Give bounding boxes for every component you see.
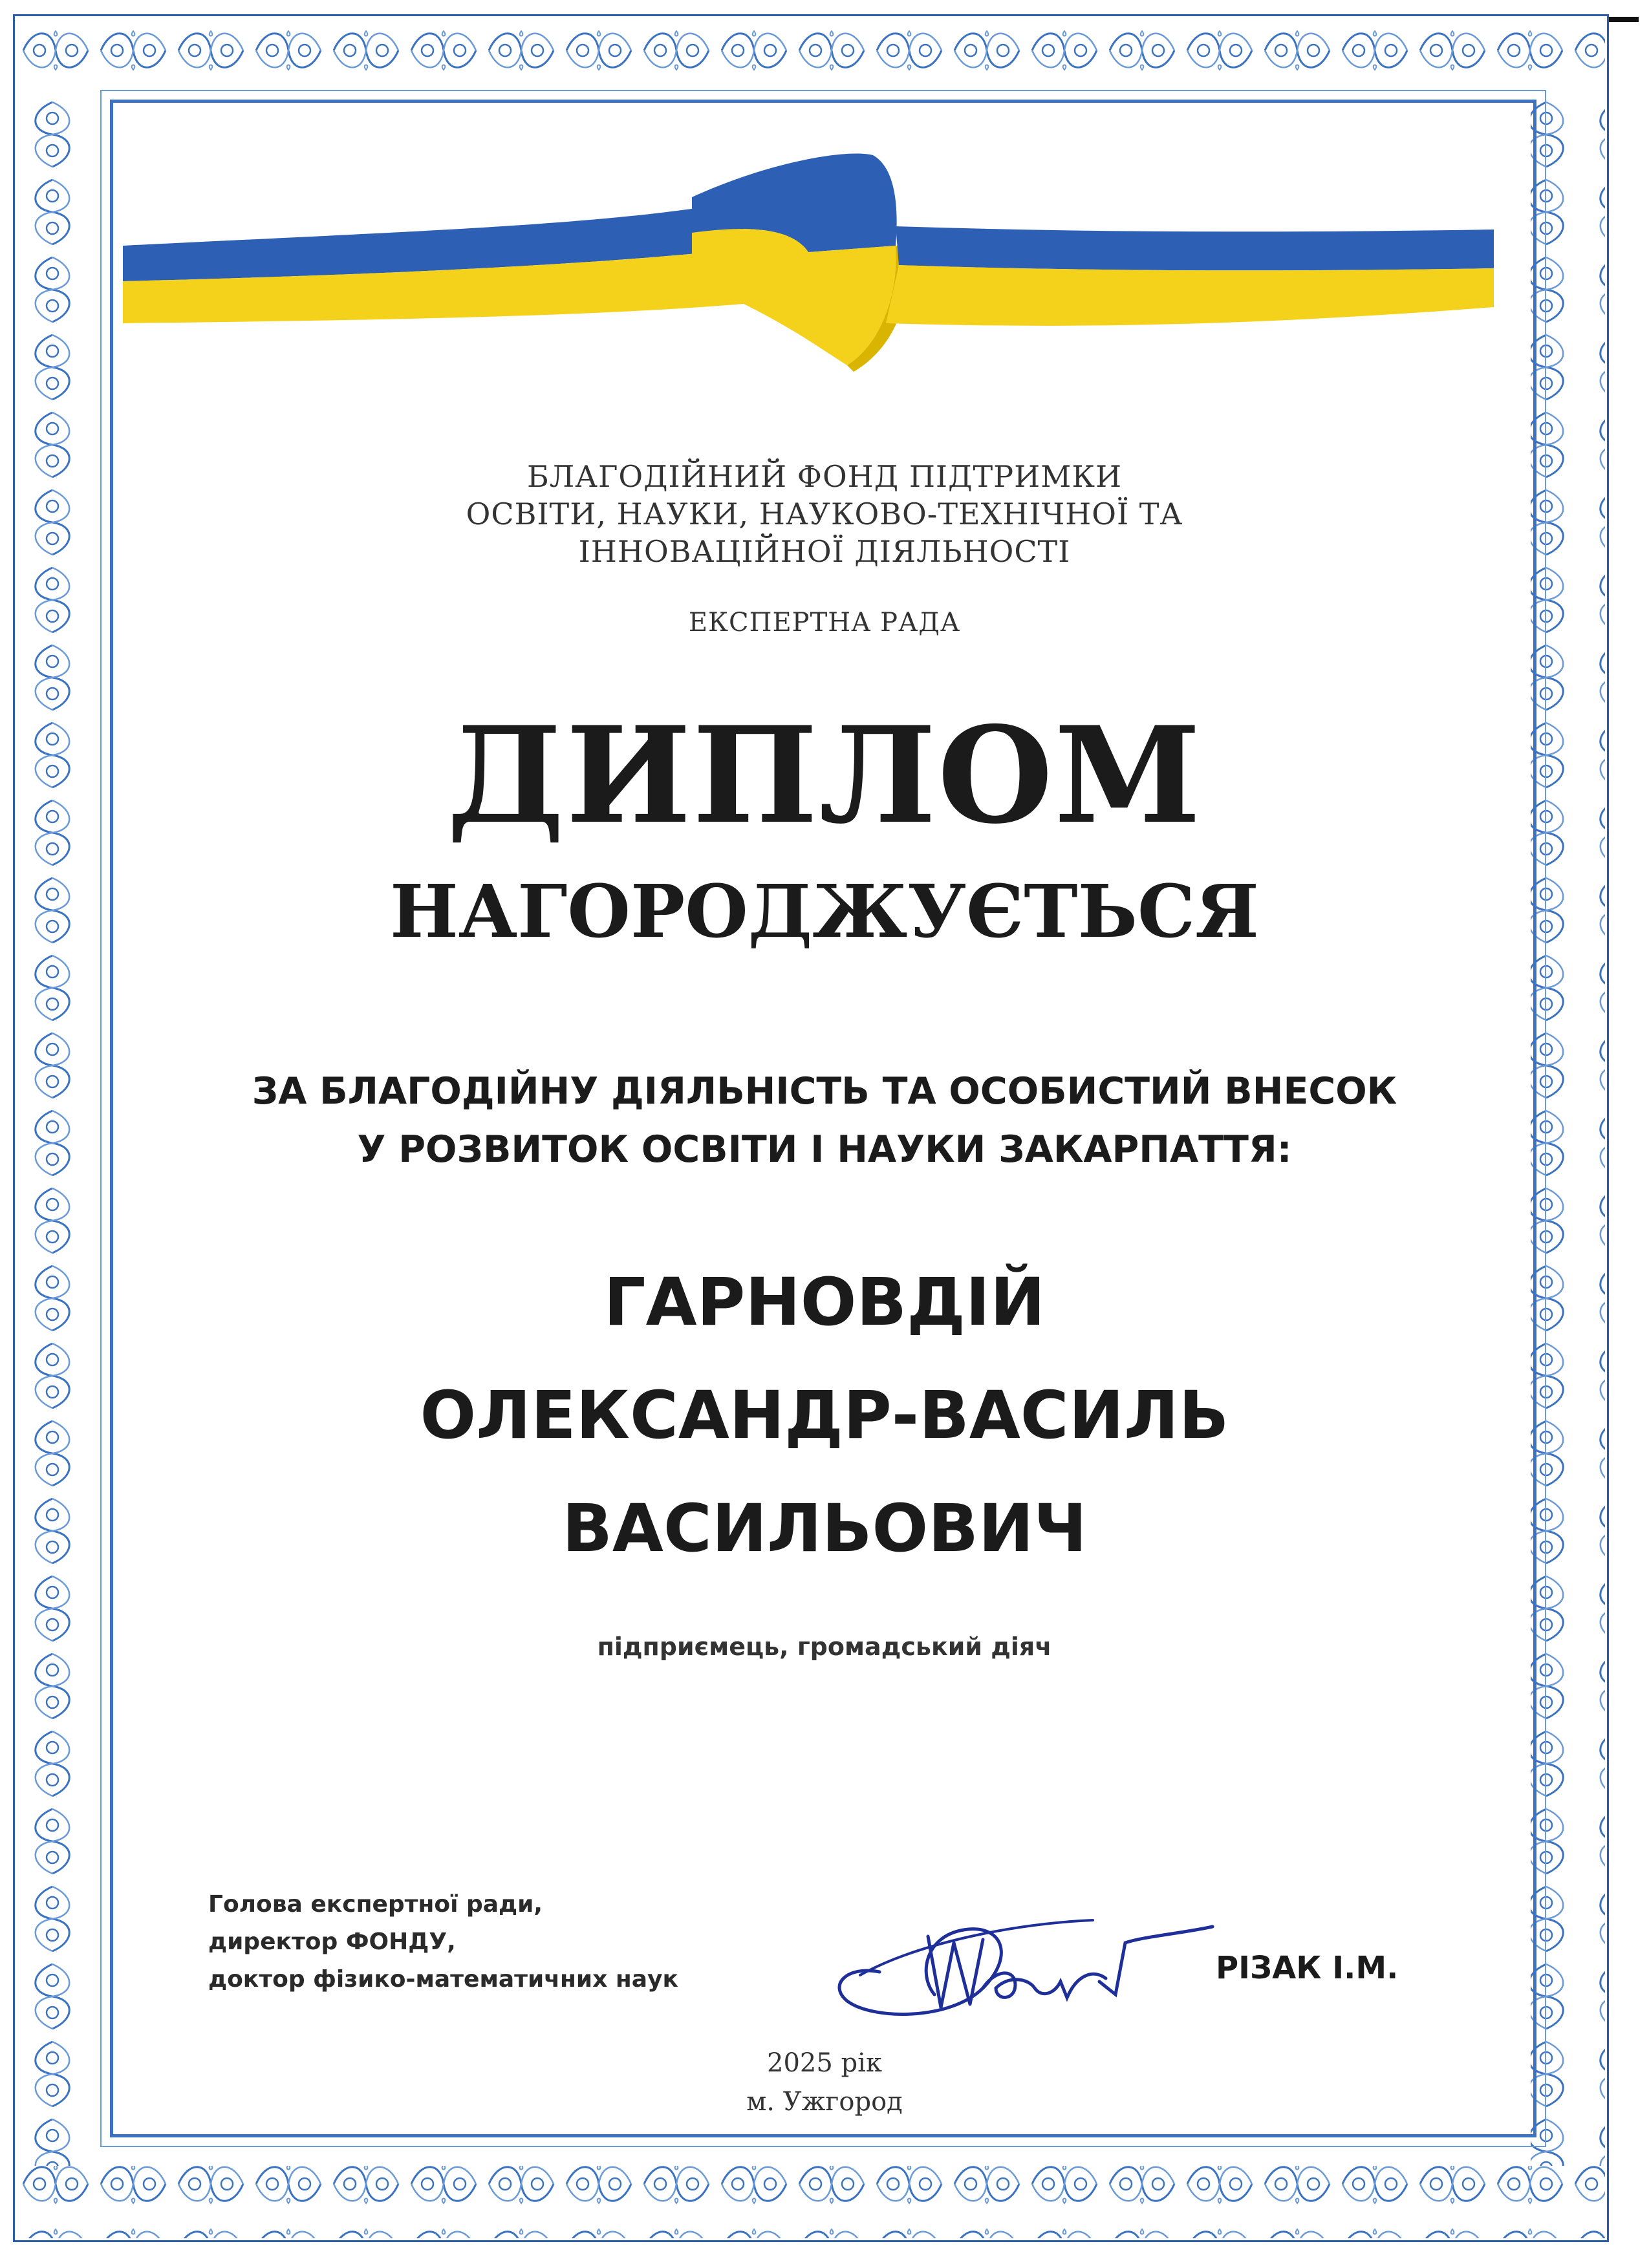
awarded-heading: НАГОРОДЖУЄТЬСЯ — [390, 870, 1259, 954]
handwritten-signature — [821, 1898, 1222, 2040]
signatory-title-line-2: директор ФОНДУ, — [208, 1929, 456, 1955]
signatory-title-line-1: Голова експертної ради, — [208, 1891, 543, 1918]
reason-line-2: У РОЗВИТОК ОСВІТИ І НАУКИ ЗАКАРПАТТЯ: — [357, 1128, 1292, 1171]
recipient-given-name: ОЛЕКСАНДР-ВАСИЛЬ — [420, 1377, 1229, 1454]
signatory-title-line-3: доктор фізико-математичних наук — [208, 1966, 678, 1993]
issue-city: м. Ужгород — [746, 2087, 903, 2117]
recipient-patronymic: ВАСИЛЬОВИЧ — [562, 1490, 1087, 1567]
reason-line-1: ЗА БЛАГОДІЙНУ ДІЯЛЬНІСТЬ ТА ОСОБИСТИЙ ВНЕСОК — [252, 1070, 1397, 1113]
fund-name-line-3: ІННОВАЦІЙНОЇ ДІЯЛЬНОСТІ — [578, 534, 1071, 569]
diploma-title: ДИПЛОМ — [446, 698, 1203, 853]
signatory-name: РІЗАК І.М. — [1216, 1950, 1399, 1986]
fund-name-line-2: ОСВІТИ, НАУКИ, НАУКОВО-ТЕХНІЧНОЇ ТА — [466, 497, 1183, 531]
fund-name-line-1: БЛАГОДІЙНИЙ ФОНД ПІДТРИМКИ — [526, 459, 1123, 494]
scan-mark — [1609, 17, 1639, 22]
expert-council: ЕКСПЕРТНА РАДА — [688, 608, 961, 637]
issue-year: 2025 рік — [767, 2048, 882, 2078]
recipient-surname: ГАРНОВДІЙ — [603, 1264, 1046, 1341]
recipient-position: підприємець, громадський діяч — [597, 1632, 1052, 1661]
flag-ribbon-icon — [123, 136, 1494, 407]
